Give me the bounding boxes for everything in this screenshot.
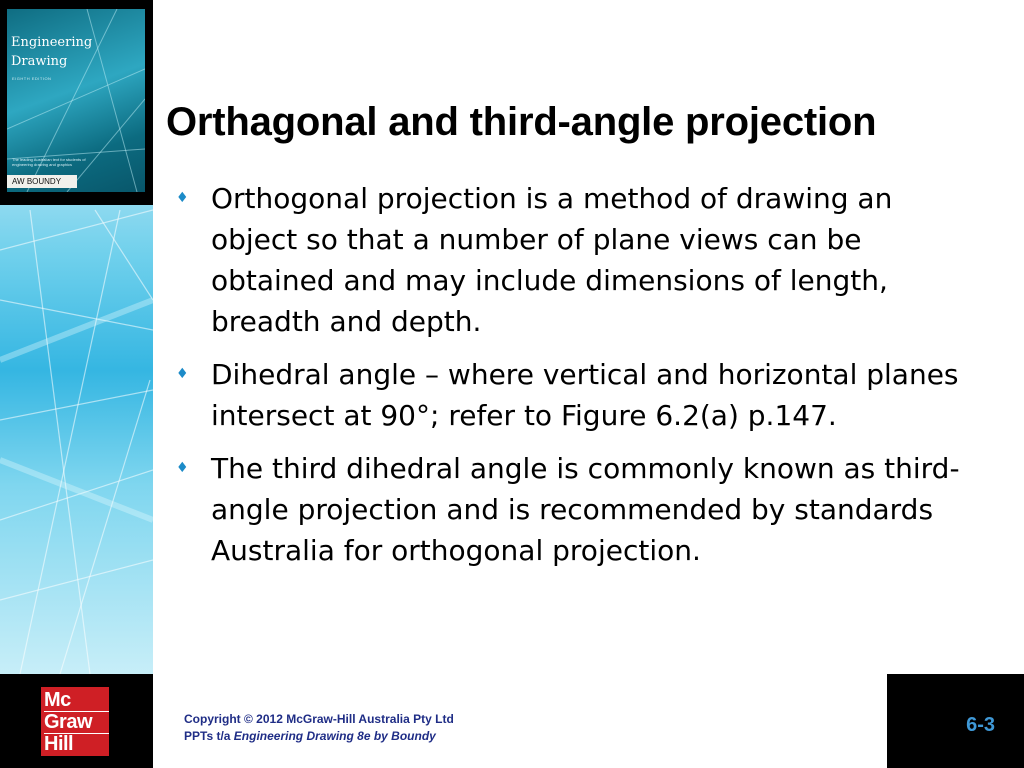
cover-edition: EIGHTH EDITION (12, 76, 52, 81)
book-cover-frame (0, 0, 153, 205)
slide-number: 6-3 (966, 714, 995, 736)
bullet-text: Orthogonal projection is a method of drawing an object so that a number of plane views can be obtained and may include dimensions of length, breadth and depth. (211, 182, 893, 338)
cover-title-line2: Drawing (11, 54, 68, 69)
diamond-bullet-icon: ♦ (176, 460, 189, 476)
copyright-notice (184, 711, 454, 745)
bullet-text: Dihedral angle – where vertical and horizontal planes intersect at 90°; refer to Figure 6.2(a) p.147. (211, 358, 959, 432)
decorative-side-panel (0, 0, 153, 674)
bullet-item (170, 448, 970, 571)
footer-logo-area (0, 674, 153, 768)
diamond-bullet-icon: ♦ (176, 366, 189, 382)
slide-title: Orthagonal and third-angle projection (166, 99, 877, 144)
logo-line-hill: Hill (44, 733, 74, 755)
diamond-bullet-icon: ♦ (176, 190, 189, 206)
logo-line-mc: Mc (44, 690, 109, 712)
bullet-list (170, 178, 970, 583)
cover-author: AW BOUNDY (7, 175, 77, 188)
book-cover-image (7, 9, 145, 192)
slide-footer (0, 674, 1024, 768)
cover-title-line1: Engineering (11, 35, 93, 50)
copyright-line2 (184, 728, 454, 745)
bullet-item (170, 178, 970, 342)
bullet-text: The third dihedral angle is commonly known as third-angle projection and is recommended by standards Australia for orthogonal projection. (211, 452, 960, 567)
bullet-item (170, 354, 970, 436)
copyright-line2-book: Engineering Drawing 8e by Boundy (233, 729, 436, 743)
logo-line-graw: Graw (44, 712, 109, 734)
mcgraw-hill-logo (41, 687, 109, 756)
copyright-line2-prefix: PPTs t/a (184, 729, 234, 743)
cover-tagline: The leading Australian text for students of engineering drawing and graphics (12, 157, 86, 167)
footer-slide-number-area (887, 674, 1024, 768)
copyright-line1: Copyright © 2012 McGraw-Hill Australia Pty Ltd (184, 712, 454, 726)
cover-title (11, 33, 92, 71)
